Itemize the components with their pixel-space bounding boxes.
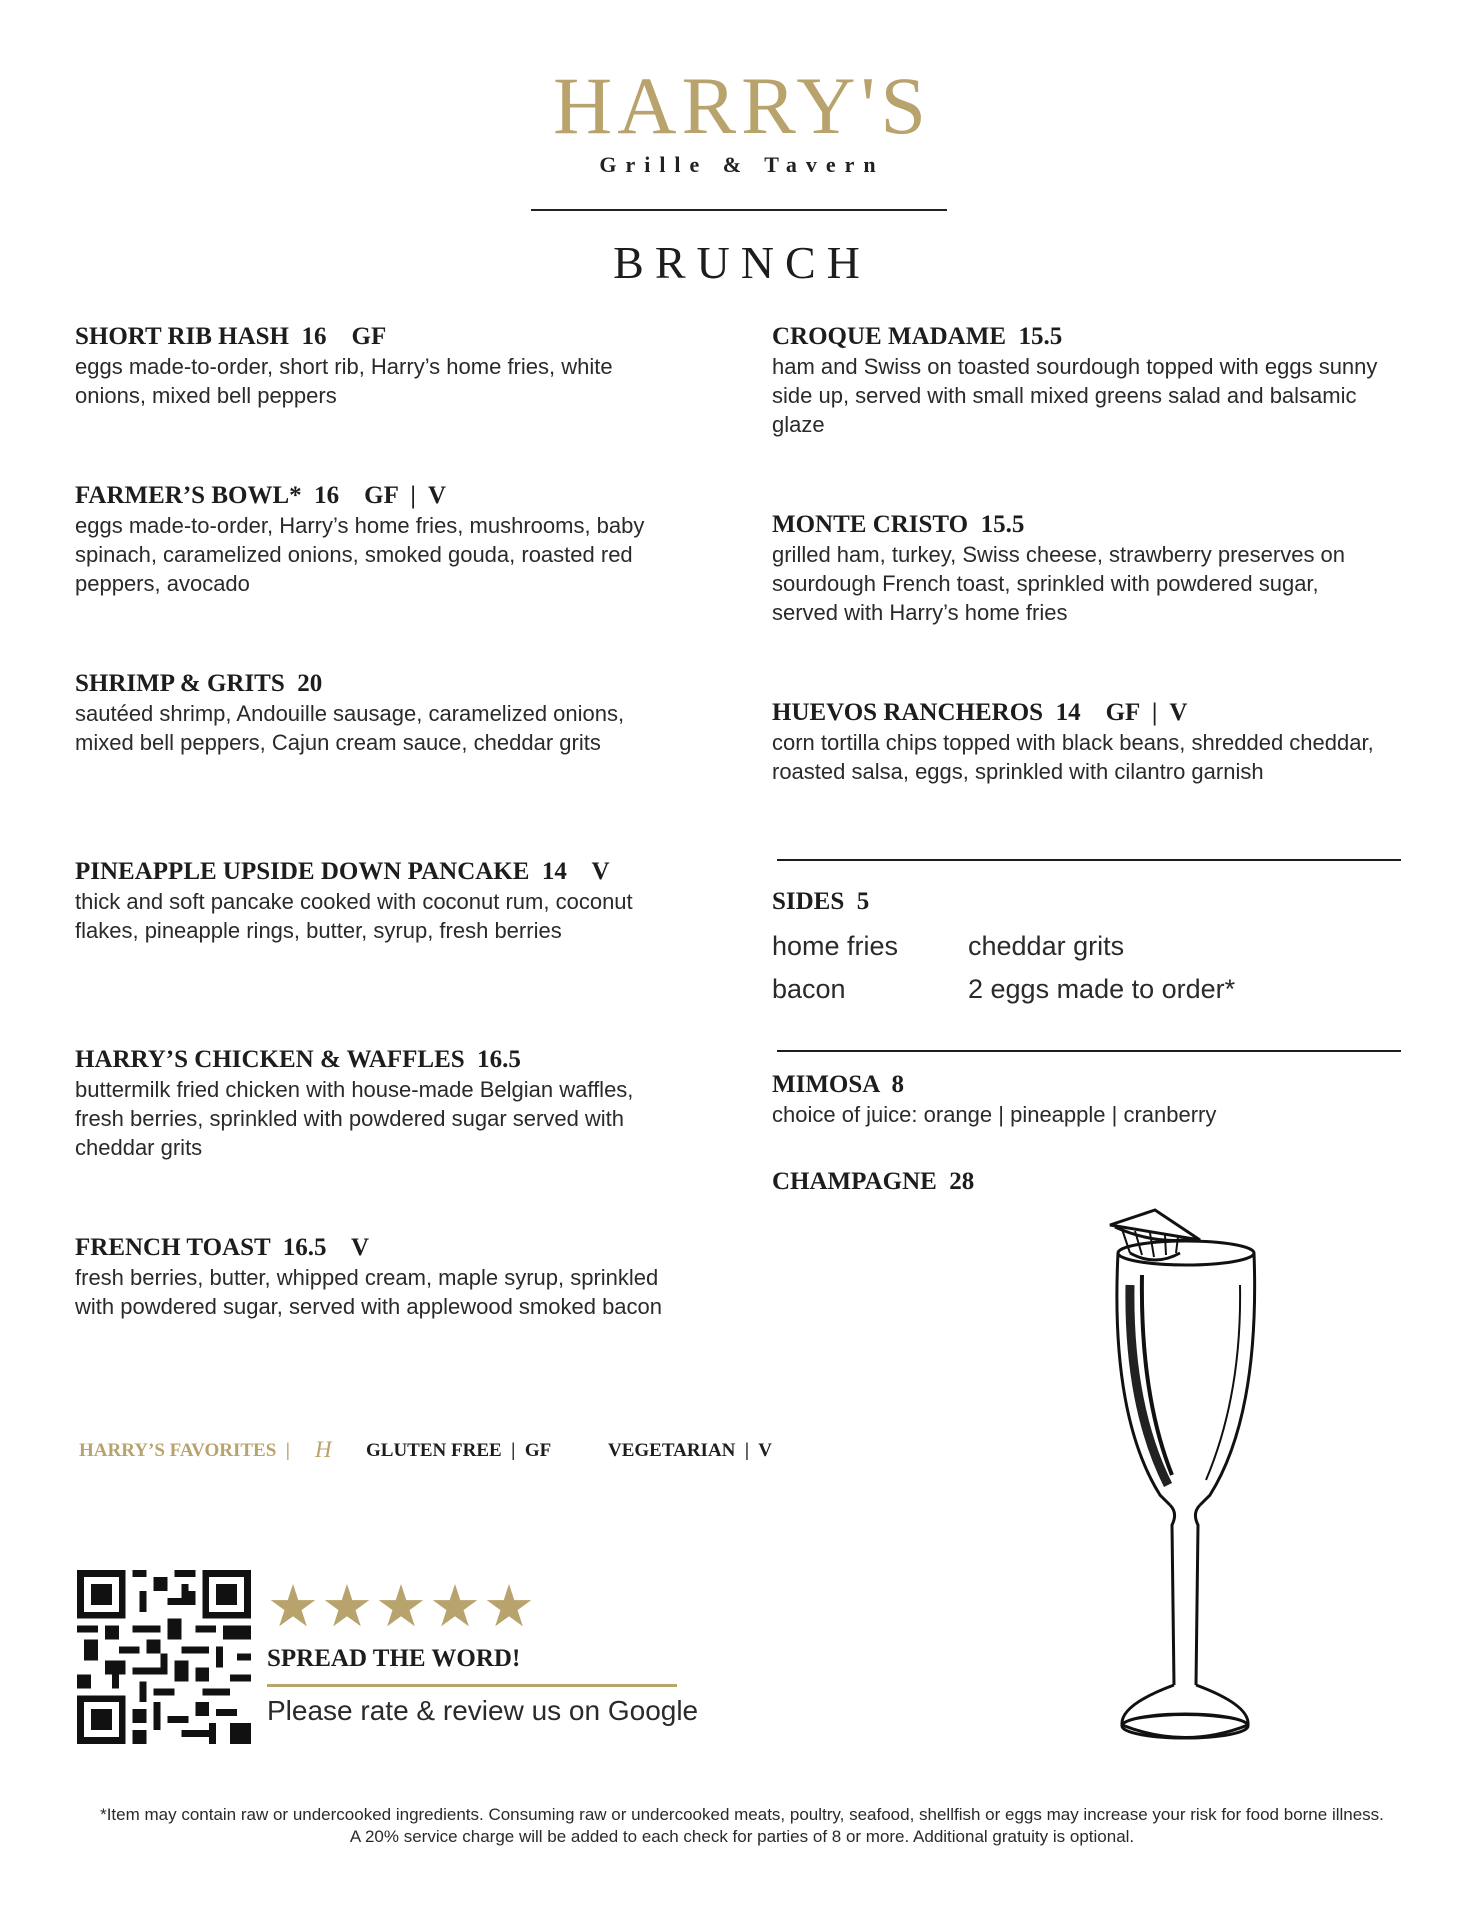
menu-item-short-rib-hash bbox=[75, 322, 685, 410]
menu-item-title: MONTE CRISTO 15.5 bbox=[772, 511, 1025, 538]
menu-item-title: SHRIMP & GRITS 20 bbox=[75, 670, 323, 697]
menu-item-shrimp-grits bbox=[75, 669, 685, 757]
dietary-legend bbox=[79, 1437, 772, 1550]
menu-title: BRUNCH bbox=[613, 237, 871, 288]
disclaimer-line: *Item may contain raw or undercooked ingredients. Consuming raw or undercooked meats, poultry, seafood, shellfish or eggs may increase your risk for food borne illness. bbox=[100, 1805, 1384, 1824]
disclaimer bbox=[0, 1804, 1484, 1848]
legend-vegetarian: VEGETARIAN | V bbox=[608, 1440, 772, 1461]
section-divider bbox=[777, 1050, 1401, 1052]
menu-item-description: fresh berries, butter, whipped cream, maple syrup, sprinkled with powdered sugar, served with applewood smoked bacon bbox=[75, 1265, 663, 1319]
review-heading: SPREAD THE WORD! bbox=[267, 1645, 521, 1672]
menu-item-description: sautéed shrimp, Andouille sausage, caramelized onions, mixed bell peppers, Cajun cream sauce, cheddar grits bbox=[75, 701, 625, 755]
menu-item-french-toast bbox=[75, 1233, 685, 1321]
menu-item-description: corn tortilla chips topped with black beans, shredded cheddar, roasted salsa, eggs, sprinkled with cilantro garnish bbox=[772, 730, 1374, 784]
menu-item-description: eggs made-to-order, Harry’s home fries, mushrooms, baby spinach, caramelized onions, smoked gouda, roasted red peppers, avocado bbox=[75, 513, 645, 596]
sides-section bbox=[772, 887, 1382, 917]
menu-item-farmers-bowl bbox=[75, 481, 685, 598]
menu-item-description: grilled ham, turkey, Swiss cheese, strawberry preserves on sourdough French toast, sprinkled with powdered sugar, served with Harry’s home fries bbox=[772, 542, 1346, 625]
drink-champagne bbox=[772, 1167, 1382, 1197]
drink-title: CHAMPAGNE 28 bbox=[772, 1168, 975, 1195]
section-divider bbox=[777, 859, 1401, 861]
menu-item-title: SHORT RIB HASH 16 GF bbox=[75, 323, 387, 350]
menu-item-croque-madame bbox=[772, 322, 1382, 439]
disclaimer-line: A 20% service charge will be added to each check for parties of 8 or more. Additional gratuity is optional. bbox=[349, 1827, 1135, 1846]
menu-item-title: PINEAPPLE UPSIDE DOWN PANCAKE 14 V bbox=[75, 858, 610, 885]
menu-item-title: FARMER’S BOWL* 16 GF | V bbox=[75, 482, 447, 509]
logo bbox=[0, 60, 1484, 178]
logo-divider bbox=[531, 209, 947, 211]
sides-list bbox=[772, 925, 1272, 1011]
side-item: home fries bbox=[772, 931, 899, 961]
menu-item-pineapple-pancake bbox=[75, 857, 685, 945]
menu-item-monte-cristo bbox=[772, 510, 1382, 627]
favorites-mark-icon: H bbox=[315, 1437, 332, 1462]
side-item: cheddar grits bbox=[968, 931, 1125, 961]
drink-title: MIMOSA 8 bbox=[772, 1071, 904, 1098]
menu-item-chicken-waffles bbox=[75, 1045, 685, 1162]
side-item: 2 eggs made to order* bbox=[968, 974, 1236, 1004]
menu-item-title: HUEVOS RANCHEROS 14 GF | V bbox=[772, 699, 1188, 726]
sides-row bbox=[772, 925, 1272, 968]
star-icon: ★★★★★ bbox=[267, 1574, 537, 1639]
legend-favorites: HARRY’S FAVORITES | bbox=[79, 1440, 290, 1461]
side-item: bacon bbox=[772, 974, 846, 1004]
menu-item-description: eggs made-to-order, short rib, Harry’s home fries, white onions, mixed bell peppers bbox=[75, 354, 613, 408]
sides-title: SIDES 5 bbox=[772, 888, 870, 915]
drink-description: choice of juice: orange | pineapple | cranberry bbox=[772, 1102, 1217, 1127]
menu-item-description: buttermilk fried chicken with house-made Belgian waffles, fresh berries, sprinkled with powdered sugar served with cheddar grits bbox=[75, 1077, 634, 1160]
logo-subtitle: Grille & Tavern bbox=[599, 152, 885, 177]
review-divider bbox=[267, 1684, 677, 1687]
menu-item-description: ham and Swiss on toasted sourdough topped with eggs sunny side up, served with small mixed greens salad and balsamic glaze bbox=[772, 354, 1378, 437]
menu-item-huevos-rancheros bbox=[772, 698, 1382, 786]
menu-item-description: thick and soft pancake cooked with coconut rum, coconut flakes, pineapple rings, butter, syrup, fresh berries bbox=[75, 889, 633, 943]
menu-item-title: HARRY’S CHICKEN & WAFFLES 16.5 bbox=[75, 1046, 521, 1073]
sides-row bbox=[772, 968, 1272, 1011]
champagne-glass-icon bbox=[1060, 1205, 1280, 1765]
menu-item-title: CROQUE MADAME 15.5 bbox=[772, 323, 1063, 350]
legend-gluten-free: GLUTEN FREE | GF bbox=[366, 1440, 552, 1461]
drink-mimosa bbox=[772, 1070, 1382, 1129]
logo-name: HARRY'S bbox=[553, 60, 931, 151]
menu-item-title: FRENCH TOAST 16.5 V bbox=[75, 1234, 370, 1261]
qr-code-icon[interactable] bbox=[77, 1570, 251, 1744]
review-text: Please rate & review us on Google bbox=[267, 1695, 699, 1726]
